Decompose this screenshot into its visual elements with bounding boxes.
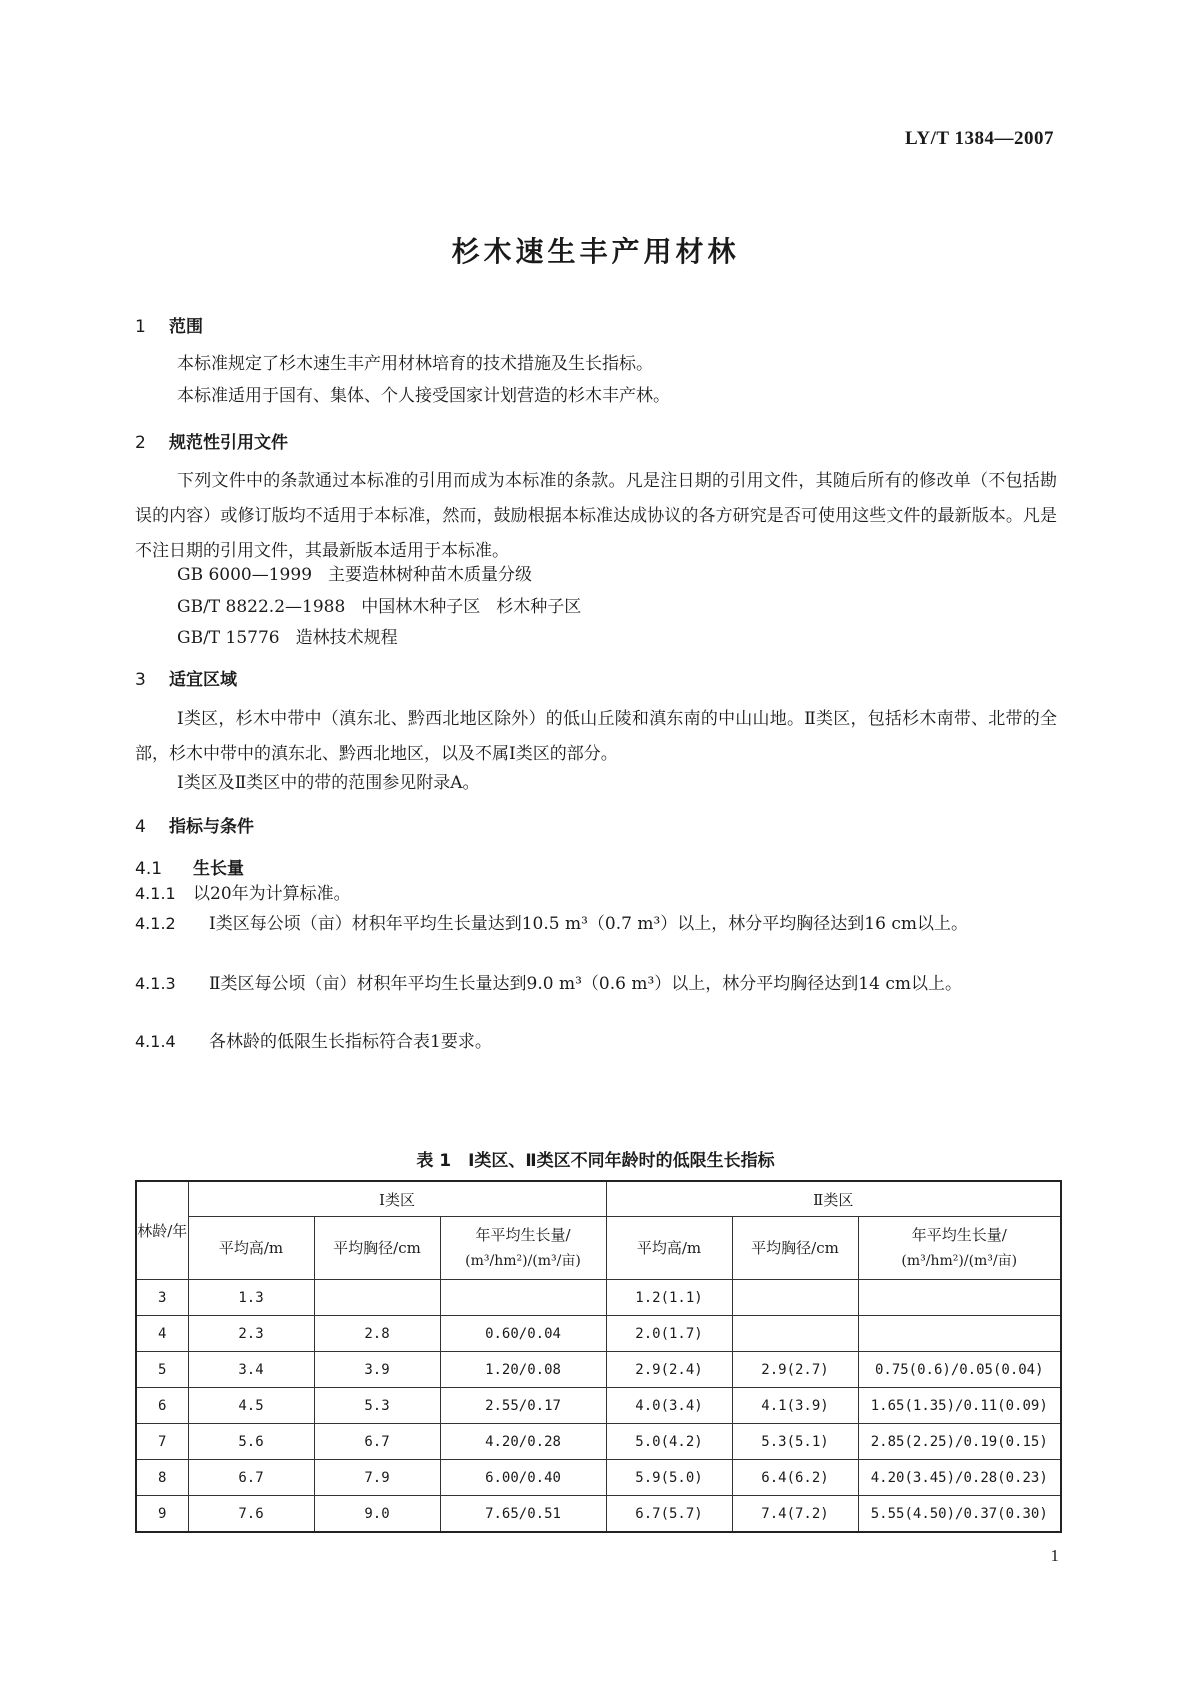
reference-code: GB 6000—1999 <box>177 565 313 585</box>
table-cell: 7.4(7.2) <box>732 1496 858 1533</box>
dbh-header: 平均胸径/cm <box>732 1217 858 1280</box>
subsection-4-1-heading <box>135 854 244 879</box>
section-title: 生长量 <box>193 859 244 879</box>
table-cell: 5.3 <box>314 1388 440 1424</box>
age-cell: 7 <box>136 1424 188 1460</box>
section-title: 适宜区域 <box>169 670 237 690</box>
table-cell: 5.6 <box>188 1424 314 1460</box>
table-cell: 4.1(3.9) <box>732 1388 858 1424</box>
table-cell: 6.00/0.40 <box>440 1460 606 1496</box>
reference-item <box>177 592 581 617</box>
table-cell: 4.20(3.45)/0.28(0.23) <box>858 1460 1061 1496</box>
table-row <box>136 1316 1061 1352</box>
table-cell: 2.9(2.4) <box>606 1352 732 1388</box>
page-number: 1 <box>1050 1546 1059 1565</box>
table-cell: 4.5 <box>188 1388 314 1424</box>
table-cell <box>732 1280 858 1316</box>
section-4-heading <box>135 812 254 837</box>
age-cell: 9 <box>136 1496 188 1533</box>
table-caption: 表 1 Ⅰ类区、Ⅱ类区不同年龄时的低限生长指标 <box>416 1151 775 1171</box>
table-cell: 0.60/0.04 <box>440 1316 606 1352</box>
section-number: 4 <box>135 817 146 837</box>
clause-4-1-2 <box>135 908 1057 940</box>
clause-number: 4.1.1 <box>135 884 176 903</box>
reference-name: 中国林木种子区 <box>361 597 481 617</box>
reference-code: GB/T 8822.2—1988 <box>177 597 346 617</box>
growth-header <box>440 1217 606 1280</box>
table-cell: 4.20/0.28 <box>440 1424 606 1460</box>
reference-item <box>177 560 532 585</box>
paragraph: Ⅰ类区，杉木中带中（滇东北、黔西北地区除外）的低山丘陵和滇东南的中山山地。Ⅱ类区，包括杉木南带、北带的全部，杉木中带中的滇东北、黔西北地区，以及不属Ⅰ类区的部分。 <box>135 709 1057 764</box>
table-cell: 6.7 <box>314 1424 440 1460</box>
reference-name-2: 杉木种子区 <box>496 597 582 617</box>
table-cell: 5.9(5.0) <box>606 1460 732 1496</box>
table-cell: 3.9 <box>314 1352 440 1388</box>
table-cell <box>858 1280 1061 1316</box>
clause-text: 以20年为计算标准。 <box>193 884 351 904</box>
age-cell: 3 <box>136 1280 188 1316</box>
table-cell: 6.7 <box>188 1460 314 1496</box>
section-number: 2 <box>135 433 146 453</box>
table-cell: 2.9(2.7) <box>732 1352 858 1388</box>
table-row <box>136 1280 1061 1316</box>
clause-text: 各林龄的低限生长指标符合表1要求。 <box>209 1032 492 1052</box>
table-cell <box>858 1316 1061 1352</box>
reference-name: 主要造林树种苗木质量分级 <box>328 565 533 585</box>
reference-code: GB/T 15776 <box>177 628 280 648</box>
table-cell: 5.0(4.2) <box>606 1424 732 1460</box>
growth-header-label: 年平均生长量/ <box>911 1226 1007 1244</box>
reference-name: 造林技术规程 <box>295 628 398 648</box>
paragraph: 下列文件中的条款通过本标准的引用而成为本标准的条款。凡是注日期的引用文件，其随后所有的修改单（不包括勘误的内容）或修订版均不适用于本标准，然而，鼓励根据本标准达成协议的各方研究是否可使用这些文件的最新版本。凡是不注日期的引用文件，其最新版本适用于本标准。 <box>135 471 1057 561</box>
dbh-header: 平均胸径/cm <box>314 1217 440 1280</box>
section-number: 3 <box>135 670 146 690</box>
table-cell <box>440 1280 606 1316</box>
height-header: 平均高/m <box>188 1217 314 1280</box>
document-title: 杉木速生丰产用材林 <box>451 235 740 268</box>
paragraph: 本标准规定了杉木速生丰产用材林培育的技术措施及生长指标。 <box>177 354 653 374</box>
section-title: 规范性引用文件 <box>169 433 288 453</box>
table-cell: 5.3(5.1) <box>732 1424 858 1460</box>
section-number: 4.1 <box>135 859 163 879</box>
growth-header-unit: (m³/hm²)/(m³/亩) <box>465 1253 581 1269</box>
table-cell: 2.3 <box>188 1316 314 1352</box>
table-cell <box>732 1316 858 1352</box>
growth-header <box>858 1217 1061 1280</box>
table-cell: 4.0(3.4) <box>606 1388 732 1424</box>
clause-4-1-4 <box>135 1026 1057 1058</box>
table-cell: 5.55(4.50)/0.37(0.30) <box>858 1496 1061 1533</box>
age-cell: 6 <box>136 1388 188 1424</box>
section-2-heading <box>135 428 288 453</box>
table-row <box>136 1352 1061 1388</box>
height-header: 平均高/m <box>606 1217 732 1280</box>
table-row <box>136 1388 1061 1424</box>
paragraph: 本标准适用于国有、集体、个人接受国家计划营造的杉木丰产林。 <box>177 386 670 406</box>
clause-number: 4.1.2 <box>135 914 176 933</box>
table-cell: 1.3 <box>188 1280 314 1316</box>
clause-text: Ⅰ类区每公顷（亩）材积年平均生长量达到10.5 m³（0.7 m³）以上，林分平均胸径达到16 cm以上。 <box>209 914 968 934</box>
section-number: 1 <box>135 317 146 337</box>
standard-number: LY/T 1384—2007 <box>904 128 1054 149</box>
age-header: 林龄/年 <box>136 1181 188 1280</box>
section-title: 范围 <box>169 317 203 337</box>
age-cell: 8 <box>136 1460 188 1496</box>
section-title: 指标与条件 <box>169 817 254 837</box>
table-cell: 2.0(1.7) <box>606 1316 732 1352</box>
table-row <box>136 1460 1061 1496</box>
table-row <box>136 1496 1061 1533</box>
table-cell: 6.7(5.7) <box>606 1496 732 1533</box>
table-cell: 2.8 <box>314 1316 440 1352</box>
table-cell: 6.4(6.2) <box>732 1460 858 1496</box>
table-cell: 2.55/0.17 <box>440 1388 606 1424</box>
age-cell: 5 <box>136 1352 188 1388</box>
growth-index-table <box>135 1180 1062 1533</box>
growth-header-unit: (m³/hm²)/(m³/亩) <box>901 1253 1018 1269</box>
table-cell: 3.4 <box>188 1352 314 1388</box>
table-cell: 7.65/0.51 <box>440 1496 606 1533</box>
clause-4-1-3 <box>135 968 1057 1000</box>
zone-2-header: Ⅱ类区 <box>606 1181 1061 1217</box>
table-cell: 1.65(1.35)/0.11(0.09) <box>858 1388 1061 1424</box>
age-cell: 4 <box>136 1316 188 1352</box>
section-1-heading <box>135 312 203 337</box>
table-cell: 7.6 <box>188 1496 314 1533</box>
clause-text: Ⅱ类区每公顷（亩）材积年平均生长量达到9.0 m³（0.6 m³）以上，林分平均胸径达到14 cm以上。 <box>209 974 962 994</box>
clause-4-1-1 <box>135 878 1057 910</box>
paragraph: Ⅰ类区及Ⅱ类区中的带的范围参见附录A。 <box>177 773 480 793</box>
table-row <box>136 1424 1061 1460</box>
table-cell: 0.75(0.6)/0.05(0.04) <box>858 1352 1061 1388</box>
reference-item <box>177 623 398 648</box>
clause-number: 4.1.4 <box>135 1032 176 1051</box>
table-cell: 7.9 <box>314 1460 440 1496</box>
table-cell: 1.2(1.1) <box>606 1280 732 1316</box>
table-cell: 2.85(2.25)/0.19(0.15) <box>858 1424 1061 1460</box>
clause-number: 4.1.3 <box>135 974 176 993</box>
growth-header-label: 年平均生长量/ <box>475 1226 571 1244</box>
table-cell <box>314 1280 440 1316</box>
table-cell: 1.20/0.08 <box>440 1352 606 1388</box>
zone-1-header: Ⅰ类区 <box>188 1181 606 1217</box>
table-cell: 9.0 <box>314 1496 440 1533</box>
section-3-heading <box>135 665 237 690</box>
